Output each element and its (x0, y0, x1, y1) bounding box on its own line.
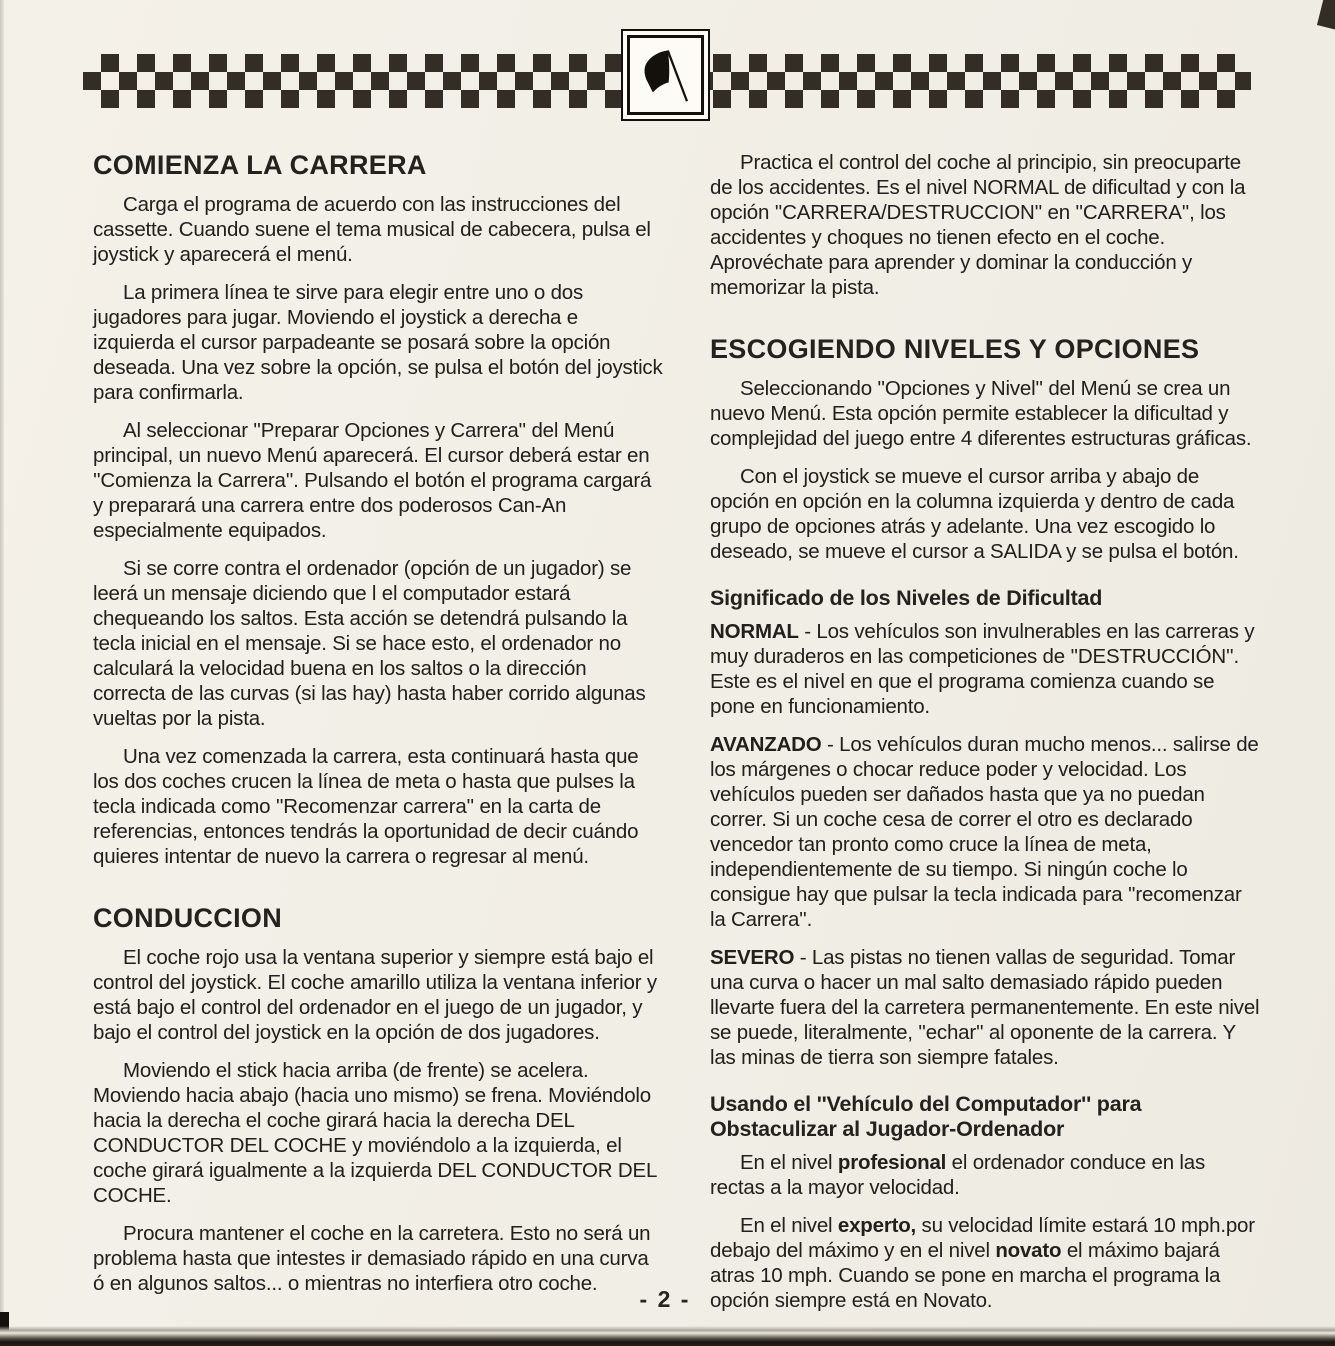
paragraph (93, 1221, 663, 1296)
text-run: Seleccionando ''Opciones y Nivel'' del Menú se crea un nuevo Menú. Esta opción permite establecer la dificultad y complejidad del juego entre 4 diferentes estructuras gráficas. (710, 377, 1252, 450)
page-number: - 2 - (639, 1286, 691, 1312)
text-run: el máximo bajará atras 10 mph. Cuando se pone en marcha el programa la opción siempre está en Novato. (710, 1239, 1221, 1312)
paragraph (710, 464, 1260, 564)
scan-edge-left (0, 0, 4, 1346)
text-run: CONDUCCION (93, 903, 282, 933)
left-column (93, 150, 663, 1309)
paragraph (93, 418, 663, 543)
text-run: - Los vehículos duran mucho menos... salirse de los márgenes o chocar reduce poder y velocidad. Los vehículos pueden ser dañados hasta que ya no puedan correr. Si un coche cesa de correr el otro es declarado vencedor tan pronto como cruce la línea de meta, independientemente de su tiempo. Si ningún coche lo consigue hay que pulsar la tecla indicada para ''recomenzar la Carrera''. (710, 733, 1259, 931)
bold-text-run: AVANZADO (710, 733, 822, 756)
text-run: Una vez comenzada la carrera, esta continuará hasta que los dos coches crucen la línea de meta o hasta que pulses la tecla indicada como ''Recomenzar carrera'' en la carta de referencias, entonces tendrás la oportunidad de decir cuándo quieres intentar de nuevo la carrera o regresar al menú. (93, 745, 639, 868)
text-run: ESCOGIENDO NIVELES Y OPCIONES (710, 334, 1200, 364)
text-run: Al seleccionar ''Preparar Opciones y Carrera'' del Menú principal, un nuevo Menú aparecerá. El cursor deberá estar en ''Comienza la Carrera''. Pulsando el botón el programa cargará y preparará una carrera entre dos poderosos Can-An especialmente equipados. (93, 419, 652, 542)
bold-text-run: experto, (837, 1214, 917, 1237)
text-run: Significado de los Niveles de Dificultad (710, 586, 1103, 610)
scan-corner-top-right (1317, 0, 1335, 30)
paragraph (93, 744, 663, 869)
paragraph (710, 945, 1260, 1070)
text-run: Practica el control del coche al principio, sin preocuparte de los accidentes. Es el nivel NORMAL de dificultad y con la opción ''CARRERA/DESTRUCCION'' en ''CARRERA'', los accidentes y choques no tienen efecto en el coche. Aprovéchate para aprender y dominar la conducción y memorizar la pista. (710, 151, 1246, 299)
paragraph (710, 376, 1260, 451)
scan-edge-bottom (0, 1326, 1335, 1346)
bold-text-run: NORMAL (710, 620, 799, 643)
paragraph (710, 1213, 1260, 1313)
flag-emblem-box (621, 29, 710, 121)
text-run: Usando el ''Vehículo del Computador'' para Obstaculizar al Jugador-Ordenador (710, 1092, 1142, 1141)
text-run: Carga el programa de acuerdo con las instrucciones del cassette. Cuando suene el tema musical de cabecera, pulsa el joystick y aparecerá el menú. (93, 193, 651, 266)
section-heading (93, 150, 663, 180)
section-heading (710, 334, 1260, 364)
paragraph (93, 556, 663, 731)
right-column (710, 150, 1260, 1326)
text-run: La primera línea te sirve para elegir entre uno o dos jugadores para jugar. Moviendo el joystick a derecha e izquierda el cursor parpadeante se posará sobre la opción deseada. Una vez sobre la opción, se pulsa el botón del joystick para confirmarla. (93, 281, 663, 404)
text-run: Si se corre contra el ordenador (opción de un jugador) se leerá un mensaje diciendo que l el computador estará chequeando los saltos. Esta acción se detendrá pulsando la tecla inicial en el mensaje. Si se hace esto, el ordenador no calculará la velocidad buena en los saltos o la dirección correcta de las curvas (si las hay) hasta haber corrido algunas vueltas por la pista. (93, 557, 646, 730)
paragraph (93, 192, 663, 267)
text-run: Moviendo el stick hacia arriba (de frente) se acelera. Moviendo hacia abajo (hacia uno mismo) se frena. Moviéndolo hacia la derecha el coche girará hacia la derecha DEL CONDUCTOR DEL COCHE y moviéndolo a la izquierda, el coche girará igualmente a la izquierda DEL CONDUCTOR DEL COCHE. (93, 1059, 657, 1207)
text-run: Con el joystick se mueve el cursor arriba y abajo de opción en opción en la columna izquierda y dentro de cada grupo de opciones atrás y adelante. Una vez escogido lo deseado, se mueve el cursor a SALIDA y se pulsa el botón. (710, 465, 1239, 563)
section-heading (710, 1092, 1260, 1142)
bold-text-run: SEVERO (710, 946, 795, 969)
paragraph (93, 945, 663, 1045)
bold-text-run: novato (995, 1239, 1062, 1262)
flag-emblem-inner (627, 35, 704, 115)
text-run: En el nivel (740, 1151, 838, 1174)
paragraph (93, 280, 663, 405)
bold-text-run: profesional (837, 1151, 947, 1174)
paragraph (710, 1150, 1260, 1200)
paragraph (710, 619, 1260, 719)
paragraph (710, 732, 1260, 932)
text-run: En el nivel (740, 1214, 838, 1237)
checkered-flag-icon (631, 40, 701, 110)
text-run: - Las pistas no tienen vallas de seguridad. Tomar una curva o hacer un mal salto demasiado rápido pueden llevarte fuera del la carretera permanentemente. En este nivel se puede, literalmente, ''echar'' al oponente de la carrera. Y las minas de tierra son siempre fatales. (710, 946, 1260, 1069)
text-run: COMIENZA LA CARRERA (93, 150, 427, 180)
text-run: El coche rojo usa la ventana superior y siempre está bajo el control del joystick. El coche amarillo utiliza la ventana inferior y está bajo el control del ordenador en el juego de un jugador, y bajo el control del joystick en la opción de dos jugadores. (93, 946, 657, 1044)
paragraph (710, 150, 1260, 300)
section-heading (93, 903, 663, 933)
section-heading (710, 586, 1260, 611)
paragraph (93, 1058, 663, 1208)
text-run: su velocidad límite estará 10 mph.por debajo del máximo y en el nivel (710, 1214, 1255, 1262)
text-run: Procura mantener el coche en la carretera. Esto no será un problema hasta que intestes ir demasiado rápido en una curva ó en algunos saltos... o mientras no interfiera otro coche. (93, 1222, 651, 1295)
text-run: el ordenador conduce en las rectas a la mayor velocidad. (710, 1151, 1205, 1199)
text-run: - Los vehículos son invulnerables en las carreras y muy duraderos en las competiciones de ''DESTRUCCIÓN''. Este es el nivel en que el programa comienza cuando se pone en funcionamiento. (710, 620, 1255, 718)
